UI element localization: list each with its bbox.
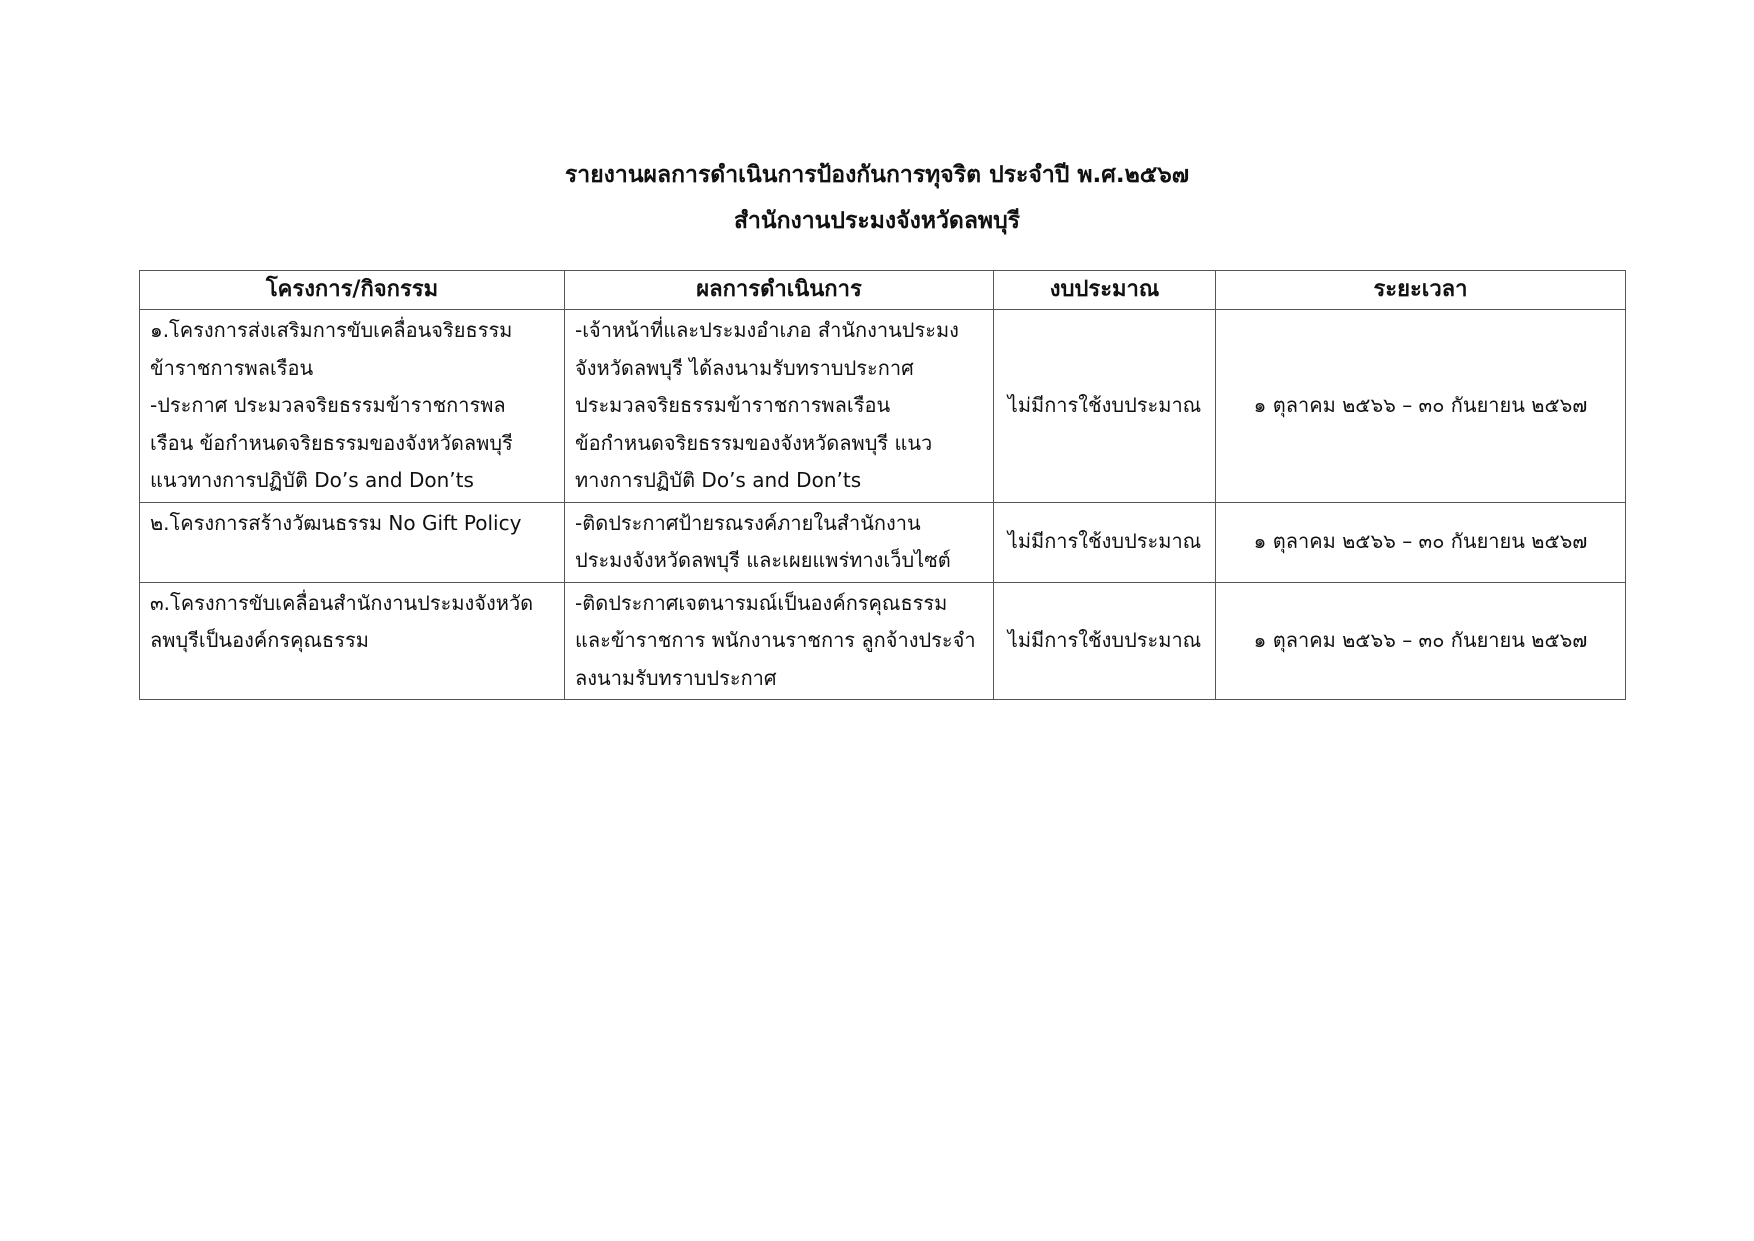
period-cell: ๑ ตุลาคม ๒๕๖๖ – ๓๐ กันยายน ๒๕๖๗ [1216, 502, 1626, 582]
result-text-line: ข้อกำหนดจริยธรรมของจังหวัดลพบุรี แนว [575, 430, 933, 455]
project-text-line: ๓.โครงการขับเคลื่อนสำนักงานประมงจังหวัด [150, 590, 534, 615]
office-name: สำนักงานประมงจังหวัดลพบุรี [733, 208, 1021, 234]
budget-cell: ไม่มีการใช้งบประมาณ [994, 582, 1216, 700]
result-text-line: ประมงจังหวัดลพบุรี และเผยแพร่ทางเว็บไซต์ [575, 548, 951, 572]
project-text-line: แนวทางการปฏิบัติ Do’s and Don’ts [150, 468, 474, 492]
table-row [140, 502, 1626, 582]
project-cell [140, 310, 565, 503]
result-cell [565, 582, 994, 700]
result-text-line: และข้าราชการ พนักงานราชการ ลูกจ้างประจำ [575, 628, 976, 652]
document-title [0, 152, 1754, 244]
result-text-line: ทางการปฏิบัติ Do’s and Don’ts [575, 468, 862, 492]
project-cell [140, 582, 565, 700]
result-cell [565, 502, 994, 582]
result-text-line: -ติดประกาศเจตนารมณ์เป็นองค์กรคุณธรรม [575, 590, 948, 615]
result-text-line: ลงนามรับทราบประกาศ [575, 665, 777, 690]
table-row [140, 582, 1626, 700]
result-text-line: -เจ้าหน้าที่และประมงอำเภอ สำนักงานประมง [575, 318, 959, 342]
column-header-result: ผลการดำเนินการ [565, 271, 994, 310]
period-cell: ๑ ตุลาคม ๒๕๖๖ – ๓๐ กันยายน ๒๕๖๗ [1216, 582, 1626, 700]
result-text-line: ประมวลจริยธรรมข้าราชการพลเรือน [575, 393, 891, 417]
column-header-budget: งบประมาณ [994, 271, 1216, 310]
result-cell [565, 310, 994, 503]
report-table [139, 270, 1626, 700]
project-text-line: ๒.โครงการสร้างวัฒนธรรม No Gift Policy [150, 510, 522, 535]
project-text-line: ๑.โครงการส่งเสริมการขับเคลื่อนจริยธรรม [150, 318, 513, 342]
project-text-line: ข้าราชการพลเรือน [150, 355, 314, 380]
column-header-period: ระยะเวลา [1216, 271, 1626, 310]
table-header-row [140, 271, 1626, 310]
project-text-line: เรือน ข้อกำหนดจริยธรรมของจังหวัดลพบุรี [150, 430, 513, 455]
column-header-project: โครงการ/กิจกรรม [140, 271, 565, 310]
period-cell: ๑ ตุลาคม ๒๕๖๖ – ๓๐ กันยายน ๒๕๖๗ [1216, 310, 1626, 503]
project-text-line: -ประกาศ ประมวลจริยธรรมข้าราชการพล [150, 393, 506, 417]
result-text-line: จังหวัดลพบุรี ได้ลงนามรับทราบประกาศ [575, 355, 914, 380]
project-cell [140, 502, 565, 582]
result-text-line: -ติดประกาศป้ายรณรงค์ภายในสำนักงาน [575, 510, 921, 535]
report-title: รายงานผลการดำเนินการป้องกันการทุจริต ประจำปี พ.ศ.๒๕๖๗ [564, 162, 1190, 188]
budget-cell: ไม่มีการใช้งบประมาณ [994, 502, 1216, 582]
project-text-line: ลพบุรีเป็นองค์กรคุณธรรม [150, 628, 369, 652]
budget-cell: ไม่มีการใช้งบประมาณ [994, 310, 1216, 503]
table-row [140, 310, 1626, 503]
